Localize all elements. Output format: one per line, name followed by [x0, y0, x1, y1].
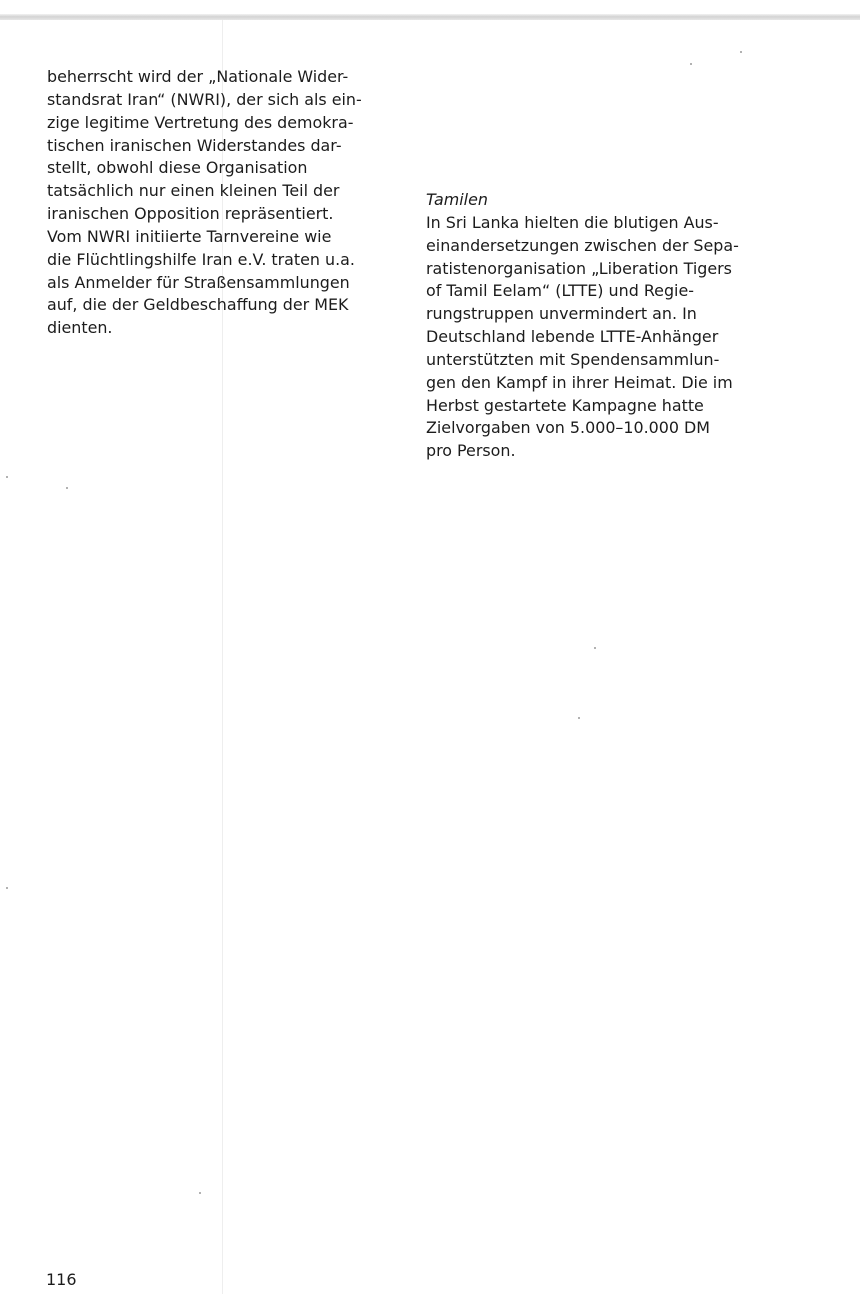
top-rule — [0, 14, 860, 20]
scan-speck — [6, 476, 8, 478]
right-text-line: gen den Kampf in ihrer Heimat. Die im — [426, 372, 733, 392]
right-text-line: unterstützten mit Spendensammlun- — [426, 349, 720, 369]
left-text-line: standsrat Iran“ (NWRI), der sich als ein- — [47, 89, 362, 109]
right-text-line: In Sri Lanka hielten die blutigen Aus- — [426, 212, 719, 232]
scan-speck — [66, 487, 68, 489]
scan-speck — [199, 1192, 201, 1194]
right-text-line: einandersetzungen zwischen der Sepa- — [426, 235, 739, 255]
right-text-line: Herbst gestartete Kampagne hatte — [426, 395, 704, 415]
scan-speck — [578, 717, 580, 719]
left-text-line: stellt, obwohl diese Organisation — [47, 158, 308, 178]
right-text-line: pro Person. — [426, 441, 516, 461]
right-text-line: of Tamil Eelam“ (LTTE) und Regie- — [426, 281, 694, 301]
right-text-line: Zielvorgaben von 5.000–10.000 DM — [426, 418, 710, 438]
right-column — [426, 189, 806, 463]
left-text-line: Vom NWRI initiierte Tarnvereine wie — [47, 226, 332, 246]
right-text-line: rungstruppen unvermindert an. In — [426, 304, 697, 324]
left-text-line: die Flüchtlingshilfe Iran e.V. traten u.a. — [47, 249, 355, 269]
scan-speck — [594, 647, 596, 649]
left-text-line: tatsächlich nur einen kleinen Teil der — [47, 181, 340, 201]
left-column — [47, 66, 407, 340]
page-number: 116 — [46, 1270, 77, 1289]
left-text-line: auf, die der Geldbeschaffung der MEK — [47, 295, 349, 315]
left-text-line: dienten. — [47, 318, 113, 338]
left-text-line: tischen iranischen Widerstandes dar- — [47, 135, 342, 155]
left-text-line: als Anmelder für Straßensammlungen — [47, 272, 350, 292]
left-text-line: iranischen Opposition repräsentiert. — [47, 204, 334, 224]
scan-speck — [740, 51, 742, 53]
right-text-line: ratistenorganisation „Liberation Tigers — [426, 258, 732, 278]
right-text-line: Deutschland lebende LTTE-Anhänger — [426, 327, 719, 347]
scan-speck — [690, 63, 692, 65]
left-text-line: beherrscht wird der „Nationale Wider- — [47, 67, 349, 86]
left-text-line: zige legitime Vertretung des demokra- — [47, 112, 354, 132]
scan-speck — [6, 887, 8, 889]
section-heading: Tamilen — [426, 190, 488, 209]
